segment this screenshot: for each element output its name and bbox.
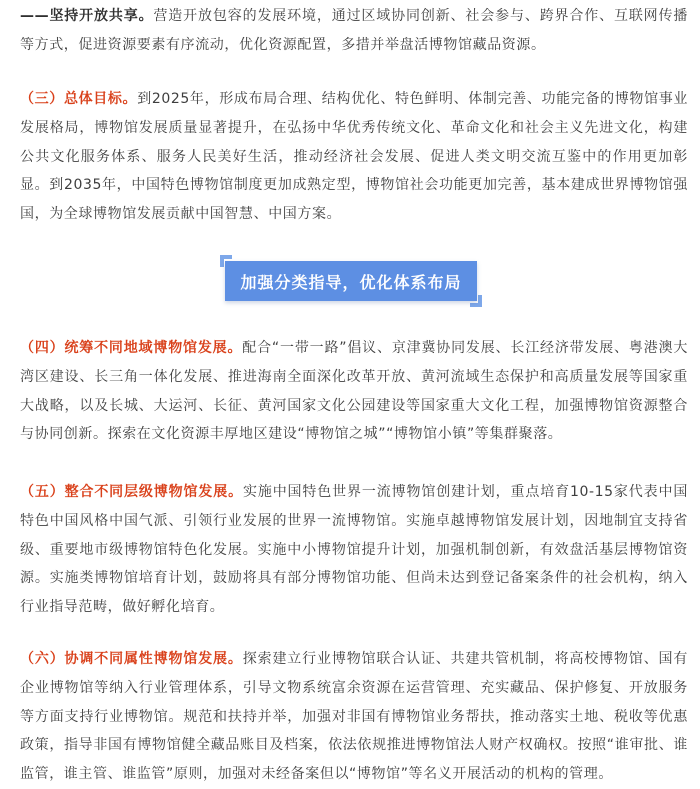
paragraph-lead: ——坚持开放共享。 — [20, 8, 154, 24]
paragraph-body: 营造开放包容的发展环境，通过区域协同创新、社会参与、跨界合作、互联网传播等方式，促进资源要素有序流动，优化资源配置，多措并举盘活博物馆藏品资源。 — [20, 8, 688, 53]
paragraph-lead: （三）总体目标。 — [20, 91, 138, 107]
paragraph-overall-goal — [20, 85, 688, 229]
paragraph-lead: （五）整合不同层级博物馆发展。 — [20, 484, 243, 500]
paragraph-level-integration — [20, 478, 688, 622]
paragraph-body: 实施中国特色世界一流博物馆创建计划，重点培育10-15家代表中国特色中国风格中国气派、引领行业发展的世界一流博物馆。实施卓越博物馆发展计划，因地制宜支持省级、重要地市级博物馆特色化发展。实施中小博物馆提升计划，加强机制创新，有效盘活基层博物馆资源。实施类博物馆培育计划，鼓励将具有部分博物馆功能、但尚未达到登记备案条件的社会机构，纳入行业指导范畴，做好孵化培育。 — [20, 484, 688, 616]
paragraph-body: 配合“一带一路”倡议、京津冀协同发展、长江经济带发展、粤港澳大湾区建设、长三角一体化发展、推进海南全面深化改革开放、黄河流域生态保护和高质量发展等国家重大战略，以及长城、大运河、长征、黄河国家文化公园建设等国家重大文化工程，加强博物馆资源整合与协同创新。探索在文化资源丰厚地区建设“博物馆之城”“博物馆小镇”等集群聚落。 — [20, 340, 688, 443]
paragraph-lead: （四）统筹不同地域博物馆发展。 — [20, 340, 243, 356]
paragraph-open-sharing — [20, 2, 688, 60]
paragraph-body: 探索建立行业博物馆联合认证、共建共管机制，将高校博物馆、国有企业博物馆等纳入行业管理体系，引导文物系统富余资源在运营管理、充实藏品、保护修复、开放服务等方面支持行业博物馆。规范和扶持并举，加强对非国有博物馆业务帮扶，推动落实土地、税收等优惠政策，指导非国有博物馆健全藏品账目及档案，依法依规推进博物馆法人财产权确权。按照“谁审批、谁监管，谁主管、谁监管”原则，加强对未经备案但以“博物馆”等名义开展活动的机构的管理。 — [20, 651, 688, 783]
section-banner — [220, 255, 482, 307]
paragraph-attribute-coordination — [20, 645, 688, 789]
section-banner-title: 加强分类指导，优化体系布局 — [225, 261, 477, 301]
paragraph-lead: （六）协调不同属性博物馆发展。 — [20, 651, 243, 667]
paragraph-regional-development — [20, 334, 688, 449]
paragraph-body: 到2025年，形成布局合理、结构优化、特色鲜明、体制完善、功能完备的博物馆事业发展格局，博物馆发展质量显著提升，在弘扬中华优秀传统文化、革命文化和社会主义先进文化，构建公共文化服务体系、服务人民美好生活，推动经济社会发展、促进人类文明交流互鉴中的作用更加彰显。到2035年，中国特色博物馆制度更加成熟定型，博物馆社会功能更加完善，基本建成世界博物馆强国，为全球博物馆发展贡献中国智慧、中国方案。 — [20, 91, 688, 223]
